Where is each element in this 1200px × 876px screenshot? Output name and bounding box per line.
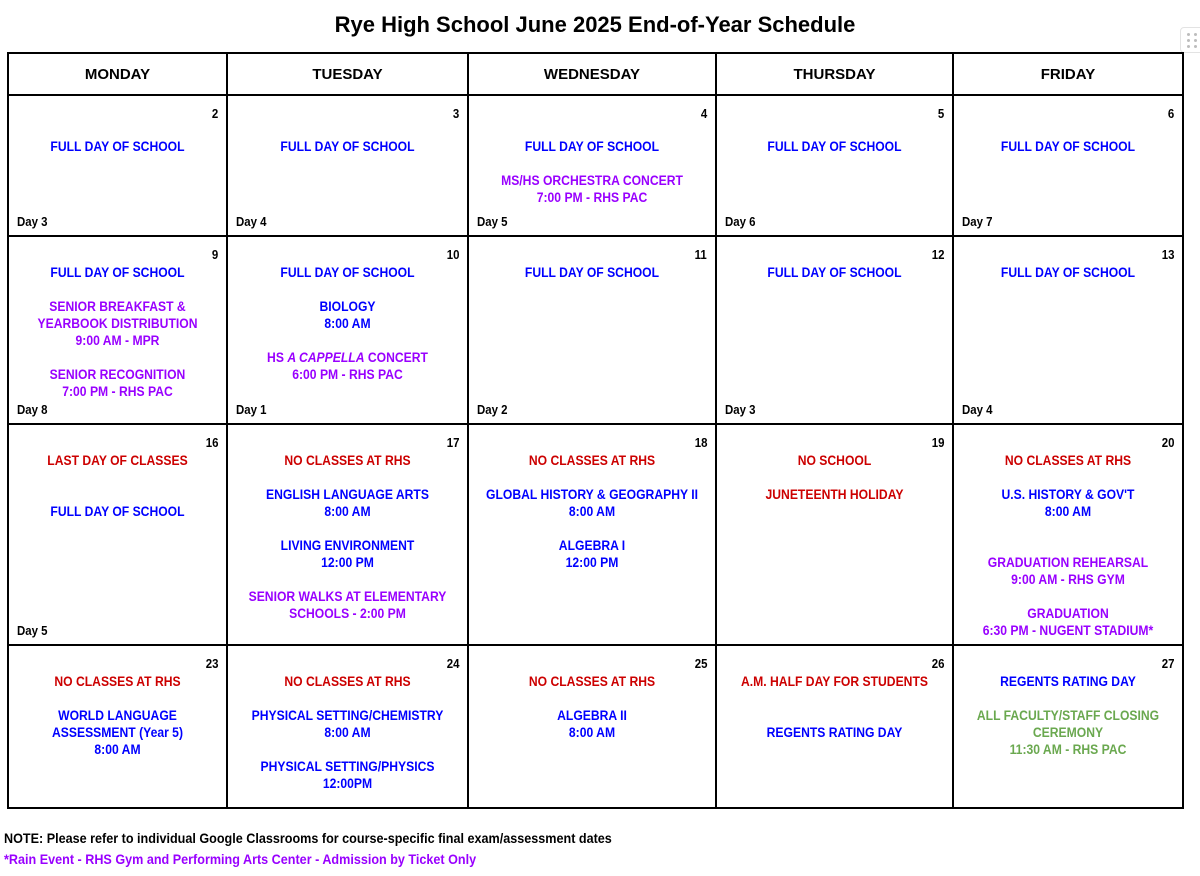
event-list xyxy=(954,138,1182,155)
footer-notes xyxy=(4,828,679,870)
exam-note: NOTE: Please refer to individual Google Classrooms for course-specific final exam/assessment dates xyxy=(4,830,612,846)
event-item xyxy=(240,588,455,622)
event-list xyxy=(9,138,226,155)
rotation-day-label: Day 6 xyxy=(725,214,756,229)
day-cell-monday xyxy=(8,424,227,645)
event-item xyxy=(20,138,215,155)
header-friday: FRIDAY xyxy=(953,53,1183,95)
date-number: 26 xyxy=(931,656,944,671)
week-row xyxy=(8,424,1183,645)
date-number: 18 xyxy=(694,435,707,450)
date-number: 24 xyxy=(446,656,459,671)
event-item xyxy=(965,486,1170,520)
event-item xyxy=(965,605,1170,639)
event-line: ALGEBRA I xyxy=(558,538,626,553)
event-list xyxy=(954,673,1182,758)
event-list xyxy=(717,452,952,503)
rotation-day-label: Day 1 xyxy=(236,402,267,417)
event-line: FULL DAY OF SCHOOL xyxy=(1000,139,1136,154)
rotation-day-label: Day 7 xyxy=(962,214,993,229)
day-cell-thursday xyxy=(716,645,953,808)
event-item xyxy=(729,724,941,741)
event-item xyxy=(240,264,455,281)
day-cell-wednesday xyxy=(468,95,716,236)
event-item xyxy=(240,298,455,332)
event-line: 7:00 PM - RHS PAC xyxy=(62,384,173,399)
date-number: 11 xyxy=(694,247,707,262)
event-item xyxy=(481,673,702,690)
event-line: 8:00 AM xyxy=(324,504,371,519)
event-item xyxy=(240,758,455,792)
event-item xyxy=(20,298,215,349)
rotation-day-label: Day 5 xyxy=(17,623,48,638)
rotation-day-label: Day 4 xyxy=(962,402,993,417)
event-item xyxy=(481,172,702,206)
day-cell-tuesday xyxy=(227,645,468,808)
day-cell-friday xyxy=(953,424,1183,645)
drag-handle-icon[interactable] xyxy=(1180,27,1200,53)
event-line: FULL DAY OF SCHOOL xyxy=(1000,265,1136,280)
date-number: 20 xyxy=(1161,435,1174,450)
rotation-day-label: Day 8 xyxy=(17,402,48,417)
day-cell-wednesday xyxy=(468,424,716,645)
event-list xyxy=(228,264,467,383)
date-number: 16 xyxy=(205,435,218,450)
event-item xyxy=(965,673,1170,690)
event-list xyxy=(717,264,952,281)
day-cell-wednesday xyxy=(468,236,716,424)
event-line: JUNETEENTH HOLIDAY xyxy=(765,487,904,502)
event-line: NO CLASSES AT RHS xyxy=(528,453,656,468)
event-line: SENIOR BREAKFAST & xyxy=(49,299,186,314)
rotation-day-label: Day 4 xyxy=(236,214,267,229)
event-line: 8:00 AM xyxy=(324,316,371,331)
event-line: FULL DAY OF SCHOOL xyxy=(280,265,415,280)
event-list xyxy=(228,673,467,792)
rotation-day-label: Day 5 xyxy=(477,214,508,229)
date-number: 19 xyxy=(931,435,944,450)
day-cell-friday xyxy=(953,645,1183,808)
event-line: 7:00 PM - RHS PAC xyxy=(536,190,648,205)
day-cell-friday xyxy=(953,95,1183,236)
date-number: 2 xyxy=(211,106,218,121)
event-item xyxy=(481,138,702,155)
event-line: NO CLASSES AT RHS xyxy=(284,674,411,689)
event-line: U.S. HISTORY & GOV'T xyxy=(1001,487,1135,502)
event-line: 8:00 AM xyxy=(568,725,616,740)
weekday-header-row xyxy=(8,53,1183,95)
event-item xyxy=(20,452,215,469)
event-item xyxy=(729,264,941,281)
event-line: FULL DAY OF SCHOOL xyxy=(50,139,185,154)
event-line: SENIOR RECOGNITION xyxy=(49,367,186,382)
event-line: 12:00 PM xyxy=(321,555,374,570)
event-line: FULL DAY OF SCHOOL xyxy=(524,139,660,154)
event-line: 9:00 AM - MPR xyxy=(75,333,160,348)
event-item xyxy=(240,138,455,155)
event-line: REGENTS RATING DAY xyxy=(1000,674,1136,689)
event-line: GRADUATION REHEARSAL xyxy=(987,555,1149,570)
event-line: 12:00PM xyxy=(322,776,373,791)
event-line: WORLD LANGUAGE xyxy=(58,708,177,723)
event-line: 8:00 AM xyxy=(324,725,371,740)
event-line: GRADUATION xyxy=(1027,606,1109,621)
date-number: 3 xyxy=(452,106,459,121)
event-item xyxy=(240,349,455,383)
event-item xyxy=(240,537,455,571)
event-item xyxy=(20,673,215,690)
event-list xyxy=(9,673,226,758)
event-line: 6:30 PM - NUGENT STADIUM* xyxy=(982,623,1154,638)
date-number: 27 xyxy=(1161,656,1174,671)
event-line: PHYSICAL SETTING/PHYSICS xyxy=(260,759,435,774)
date-number: 17 xyxy=(446,435,459,450)
week-row xyxy=(8,95,1183,236)
event-line: LAST DAY OF CLASSES xyxy=(47,453,188,468)
event-line: GLOBAL HISTORY & GEOGRAPHY II xyxy=(485,487,698,502)
event-line: 6:00 PM - RHS PAC xyxy=(292,367,403,382)
event-line: FULL DAY OF SCHOOL xyxy=(767,265,902,280)
event-item xyxy=(965,707,1170,758)
event-line: 12:00 PM xyxy=(565,555,619,570)
day-cell-friday xyxy=(953,236,1183,424)
header-wednesday: WEDNESDAY xyxy=(468,53,716,95)
event-line: SENIOR WALKS AT ELEMENTARY xyxy=(248,589,447,604)
day-cell-tuesday xyxy=(227,236,468,424)
event-line: PHYSICAL SETTING/CHEMISTRY xyxy=(251,708,444,723)
event-list xyxy=(469,138,715,206)
event-list xyxy=(717,673,952,741)
day-cell-thursday xyxy=(716,424,953,645)
date-number: 23 xyxy=(205,656,218,671)
event-line: REGENTS RATING DAY xyxy=(766,725,903,740)
date-number: 10 xyxy=(446,247,459,262)
date-number: 5 xyxy=(937,106,944,121)
rotation-day-label: Day 3 xyxy=(725,402,756,417)
event-item xyxy=(240,452,455,469)
event-line: YEARBOOK DISTRIBUTION xyxy=(37,316,198,331)
week-row xyxy=(8,645,1183,808)
date-number: 9 xyxy=(211,247,218,262)
event-list xyxy=(469,673,715,741)
event-line: FULL DAY OF SCHOOL xyxy=(50,504,185,519)
rain-event-note: *Rain Event - RHS Gym and Performing Arts Center - Admission by Ticket Only xyxy=(4,851,477,867)
date-number: 6 xyxy=(1167,106,1174,121)
rotation-day-label: Day 2 xyxy=(477,402,508,417)
event-list xyxy=(9,264,226,400)
event-line: 11:30 AM - RHS PAC xyxy=(1009,742,1127,757)
event-item xyxy=(729,452,941,469)
event-line: ENGLISH LANGUAGE ARTS xyxy=(266,487,429,502)
event-line: HS A CAPPELLA CONCERT xyxy=(267,350,428,365)
day-cell-thursday xyxy=(716,236,953,424)
header-thursday: THURSDAY xyxy=(716,53,953,95)
event-item xyxy=(965,138,1170,155)
event-line: ALL FACULTY/STAFF CLOSING xyxy=(976,708,1160,723)
date-number: 4 xyxy=(700,106,707,121)
event-line: BIOLOGY xyxy=(319,299,376,314)
event-item xyxy=(20,707,215,758)
event-line: SCHOOLS - 2:00 PM xyxy=(289,606,406,621)
event-item xyxy=(965,554,1170,588)
event-item xyxy=(481,486,702,520)
event-item xyxy=(240,673,455,690)
event-item xyxy=(729,138,941,155)
event-line: ALGEBRA II xyxy=(557,708,627,723)
event-list xyxy=(469,264,715,281)
event-line: MS/HS ORCHESTRA CONCERT xyxy=(501,173,683,188)
day-cell-tuesday xyxy=(227,95,468,236)
rotation-day-label: Day 3 xyxy=(17,214,48,229)
event-line: FULL DAY OF SCHOOL xyxy=(524,265,660,280)
event-item xyxy=(481,537,702,571)
day-cell-wednesday xyxy=(468,645,716,808)
event-line: 8:00 AM xyxy=(94,742,141,757)
date-number: 25 xyxy=(694,656,707,671)
event-item xyxy=(240,486,455,520)
event-line: FULL DAY OF SCHOOL xyxy=(50,265,185,280)
day-cell-monday xyxy=(8,645,227,808)
event-list xyxy=(954,452,1182,639)
event-line: NO CLASSES AT RHS xyxy=(528,674,656,689)
day-cell-monday xyxy=(8,95,227,236)
event-line: NO CLASSES AT RHS xyxy=(1004,453,1132,468)
date-number: 13 xyxy=(1161,247,1174,262)
week-row xyxy=(8,236,1183,424)
event-line: ASSESSMENT (Year 5) xyxy=(51,725,183,740)
header-tuesday: TUESDAY xyxy=(227,53,468,95)
event-line: 8:00 AM xyxy=(568,504,616,519)
date-number: 12 xyxy=(931,247,944,262)
event-list xyxy=(9,452,226,520)
page-title: Rye High School June 2025 End-of-Year Schedule xyxy=(334,12,856,37)
event-line: 8:00 AM xyxy=(1044,504,1092,519)
event-item xyxy=(481,707,702,741)
event-line: FULL DAY OF SCHOOL xyxy=(280,139,415,154)
calendar-table xyxy=(7,52,1184,809)
event-line: NO SCHOOL xyxy=(797,453,872,468)
event-item xyxy=(729,673,941,690)
event-list xyxy=(228,452,467,622)
event-list xyxy=(954,264,1182,281)
event-list xyxy=(228,138,467,155)
day-cell-thursday xyxy=(716,95,953,236)
event-line: LIVING ENVIRONMENT xyxy=(280,538,415,553)
event-item xyxy=(965,264,1170,281)
event-item xyxy=(729,486,941,503)
event-line: NO CLASSES AT RHS xyxy=(54,674,181,689)
event-item xyxy=(20,264,215,281)
event-line: A.M. HALF DAY FOR STUDENTS xyxy=(740,674,928,689)
event-line: CEREMONY xyxy=(1032,725,1104,740)
day-cell-tuesday xyxy=(227,424,468,645)
event-line: 9:00 AM - RHS GYM xyxy=(1011,572,1125,587)
event-item xyxy=(481,452,702,469)
day-cell-monday xyxy=(8,236,227,424)
event-item xyxy=(240,707,455,741)
event-item xyxy=(481,264,702,281)
event-item xyxy=(965,452,1170,469)
event-item xyxy=(20,366,215,400)
event-list xyxy=(469,452,715,571)
event-line: NO CLASSES AT RHS xyxy=(284,453,411,468)
event-list xyxy=(717,138,952,155)
event-item xyxy=(20,503,215,520)
header-monday: MONDAY xyxy=(8,53,227,95)
event-line: FULL DAY OF SCHOOL xyxy=(767,139,902,154)
